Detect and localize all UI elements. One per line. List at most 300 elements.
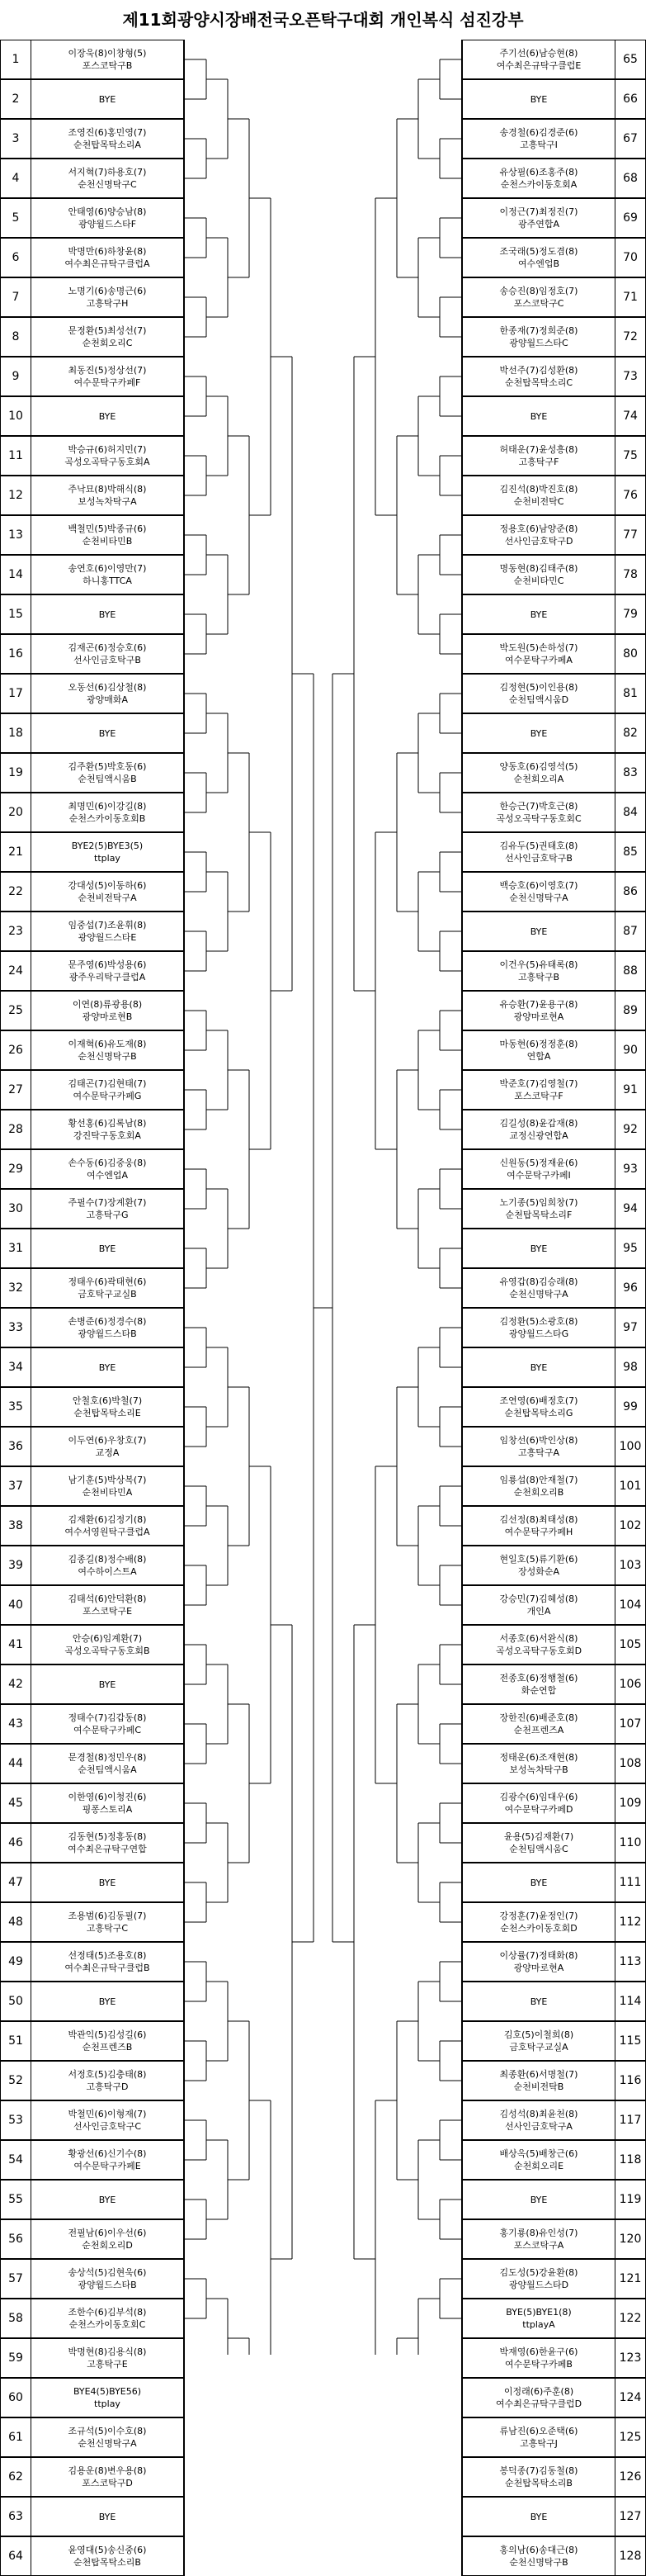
seed-number: 58 (8, 2312, 23, 2325)
bracket-entry (0, 476, 185, 515)
player-pair (31, 1388, 184, 1426)
seed-number: 67 (623, 132, 638, 145)
seed-number: 43 (8, 1717, 23, 1731)
player-names: 최동진(5)정상선(7) (68, 365, 147, 376)
club-name: 고흥탁구C (86, 1923, 129, 1934)
club-name: 고흥탁구F (518, 457, 559, 467)
bracket-entry (461, 1030, 646, 1070)
player-pair (462, 2418, 615, 2456)
seed-number: 3 (12, 132, 20, 145)
player-names: 박승규(6)허지민(7) (68, 444, 147, 455)
club-name: 순천회오리E (513, 2161, 564, 2171)
seed-number: 28 (8, 1123, 23, 1136)
bracket-entry (461, 555, 646, 594)
bracket-entry (0, 1466, 185, 1506)
club-name: 여수엔업A (86, 1170, 129, 1181)
seed-number: 22 (8, 885, 23, 898)
player-pair (462, 2101, 615, 2139)
player-pair (31, 1071, 184, 1109)
seed-number: 4 (12, 172, 20, 185)
seed-number: 23 (8, 925, 23, 938)
player-names: 황선홍(6)김록남(8) (68, 1118, 147, 1129)
bracket-entry (0, 594, 185, 634)
player-pair (462, 1745, 615, 1783)
player-pair (462, 1110, 615, 1148)
player-names: 조용범(6)김동필(7) (68, 1911, 147, 1921)
bracket-entry (0, 793, 185, 832)
player-names: BYE (98, 1996, 116, 2007)
player-pair (31, 2339, 184, 2377)
bracket-entry (0, 1744, 185, 1783)
seed-number: 110 (619, 1836, 642, 1849)
bracket-entry (461, 1625, 646, 1664)
player-names: 주기선(6)남승현(8) (499, 48, 578, 59)
bracket-entry (461, 515, 646, 555)
player-names: 노명기(6)송명근(6) (68, 286, 147, 296)
bracket-entry (461, 1783, 646, 1823)
seed-number: 78 (623, 568, 638, 581)
player-names: 조영진(6)홍민영(7) (68, 127, 147, 138)
bracket-entry (0, 1625, 185, 1664)
bracket-entry (0, 1229, 185, 1268)
seed-number: 84 (623, 806, 638, 819)
player-pair (462, 239, 615, 277)
seed-number: 36 (8, 1440, 23, 1453)
player-pair (31, 833, 184, 871)
bracket-entry (0, 40, 185, 79)
player-pair (31, 714, 184, 752)
player-names: 양동호(6)김영석(5) (499, 761, 578, 772)
player-pair (31, 1269, 184, 1307)
seed-number: 12 (8, 489, 23, 502)
player-pair (31, 1428, 184, 1466)
seed-number: 80 (623, 647, 638, 661)
club-name: 광양마로현A (513, 1963, 564, 1973)
bracket-entry (0, 991, 185, 1030)
seed-number: 55 (8, 2193, 23, 2206)
player-pair (462, 1784, 615, 1822)
club-name: 여수최은규탁구클럽B (64, 1963, 150, 1973)
player-names: 류남진(6)오준택(6) (499, 2426, 578, 2436)
player-pair (462, 2339, 615, 2377)
player-pair (462, 2458, 615, 2496)
bracket-entry (0, 119, 185, 159)
player-pair (31, 2498, 184, 2536)
club-name: 광양월드스타B (78, 2280, 137, 2290)
seed-number: 35 (8, 1400, 23, 1413)
seed-number: 112 (619, 1915, 642, 1929)
bracket-entry (0, 79, 185, 119)
player-pair (31, 516, 184, 554)
club-name: 순천탑목탁소리B (73, 2557, 141, 2568)
player-names: 손병준(6)정경수(8) (68, 1316, 147, 1327)
club-name: 광주연합A (517, 219, 560, 230)
player-names: 안태영(6)양승남(8) (68, 206, 147, 217)
player-names: 조한수(6)김부석(8) (68, 2307, 147, 2318)
player-names: 정태운(6)조재현(8) (499, 1752, 578, 1763)
player-names: 배상옥(5)배창근(6) (499, 2148, 578, 2159)
bracket-entry (0, 2299, 185, 2338)
seed-number: 51 (8, 2034, 23, 2048)
player-pair (31, 1745, 184, 1783)
club-name: 고흥탁구I (520, 140, 558, 150)
player-pair (462, 1467, 615, 1505)
club-name: 선사인금호탁구C (73, 2121, 142, 2132)
player-names: BYE (98, 727, 116, 739)
seed-number: 63 (8, 2510, 23, 2523)
player-pair (462, 2379, 615, 2417)
seed-number: 122 (619, 2312, 642, 2325)
player-pair (31, 1705, 184, 1743)
club-name: 여수문탁구카페D (504, 1804, 573, 1815)
player-names: 김도성(5)강윤환(8) (499, 2267, 578, 2278)
bracket-entry (461, 2417, 646, 2457)
club-name: 여수하이스트A (78, 1566, 137, 1577)
bracket-entry (0, 357, 185, 396)
player-pair (31, 1784, 184, 1822)
player-names: 이정근(7)최정진(7) (499, 206, 578, 217)
club-name: 순천비타민C (513, 575, 564, 586)
player-names: BYE (98, 2511, 116, 2522)
player-names: 이장욱(8)이창형(5) (68, 48, 147, 59)
seed-number: 98 (623, 1361, 638, 1374)
club-name: 포스코탁구E (82, 1606, 133, 1617)
club-name: 개인A (526, 1606, 551, 1617)
seed-number: 11 (8, 449, 23, 462)
player-names: 노기종(5)임희창(7) (499, 1197, 578, 1208)
bracket-entry (461, 674, 646, 713)
seed-number: 14 (8, 568, 23, 581)
seed-number: 74 (623, 410, 638, 423)
page-title: 제11회광양시장배전국오픈탁구대회 개인복식 섬진강부 (122, 10, 524, 30)
player-pair (462, 278, 615, 316)
player-pair (462, 595, 615, 633)
player-pair (462, 714, 615, 752)
player-pair (31, 1150, 184, 1188)
club-name: 여수문탁구카페E (73, 2161, 141, 2171)
bracket-entry (0, 1189, 185, 1229)
club-name: 핑퐁스토리A (82, 1804, 133, 1815)
bracket-entry (0, 1506, 185, 1546)
bracket-entry (0, 1664, 185, 1704)
player-pair (462, 1071, 615, 1109)
club-name: 순천신명탁구B (78, 1051, 137, 1062)
seed-number: 5 (12, 211, 20, 225)
club-name: 순천비타민A (82, 1487, 133, 1498)
seed-number: 81 (623, 687, 638, 700)
club-name: 여수엔업B (517, 258, 560, 269)
player-pair (31, 1229, 184, 1267)
bracket-entry (461, 1585, 646, 1625)
bracket-entry (461, 119, 646, 159)
player-names: 문정환(5)최성선(7) (68, 325, 147, 336)
club-name: 선사인금호탁구D (504, 536, 573, 547)
bracket-entry (461, 1149, 646, 1189)
club-name: 순천스카이동호회D (500, 1923, 578, 1934)
seed-number: 39 (8, 1559, 23, 1572)
player-pair (462, 2141, 615, 2179)
player-names: 백철민(5)박종규(6) (68, 523, 147, 534)
bracket-entry (0, 1863, 185, 1902)
player-names: 주낙묘(8)박해식(8) (68, 484, 147, 495)
player-pair (31, 2299, 184, 2337)
player-pair (462, 1824, 615, 1862)
club-name: 순천신명탁구C (78, 179, 137, 190)
player-pair (31, 2022, 184, 2060)
club-name: 여수문탁구카페G (73, 1091, 142, 1101)
club-name: 여수최은규탁구클럽A (64, 258, 150, 269)
bracket-entry (461, 1823, 646, 1863)
seed-number: 92 (623, 1123, 638, 1136)
club-name: 곡성오곡탁구동호회B (64, 1646, 150, 1656)
player-pair (462, 1150, 615, 1188)
club-name: 장성화순A (517, 1566, 560, 1577)
player-pair (31, 80, 184, 118)
club-name: 여수문탁구카페H (504, 1527, 573, 1537)
seed-number: 54 (8, 2153, 23, 2166)
player-pair (31, 1507, 184, 1545)
club-name: 순천팀액시움D (508, 694, 569, 705)
player-pair (31, 2458, 184, 2496)
player-pair (31, 1467, 184, 1505)
player-pair (462, 516, 615, 554)
bracket-entry (461, 357, 646, 396)
player-names: 이두연(6)우창호(7) (68, 1435, 147, 1446)
player-names: 전종호(6)정행철(6) (499, 1673, 578, 1683)
club-name: 순천회오리C (82, 338, 133, 348)
bracket-entry (461, 317, 646, 357)
player-pair (31, 635, 184, 673)
bracket-entry (0, 317, 185, 357)
player-names: BYE (530, 1361, 548, 1373)
club-name: 순천스카이동호회A (500, 179, 578, 190)
seed-number: 46 (8, 1836, 23, 1849)
player-names: 손수동(6)김중웅(8) (68, 1158, 147, 1168)
club-name: 순천회오리A (513, 774, 564, 784)
bracket-entry (0, 2259, 185, 2299)
club-name: 순천탑목탁소리C (504, 377, 573, 388)
player-pair (31, 873, 184, 911)
club-name: 광양월드스타C (509, 338, 568, 348)
bracket-entry (0, 1942, 185, 1982)
player-names: 유승환(7)윤용구(8) (499, 999, 578, 1010)
player-names: BYE (98, 608, 116, 620)
bracket-entry (0, 396, 185, 436)
seed-number: 33 (8, 1321, 23, 1334)
player-pair (31, 159, 184, 197)
bracket-entry (0, 872, 185, 912)
player-pair (462, 2498, 615, 2536)
player-pair (31, 1982, 184, 2020)
player-pair (462, 1388, 615, 1426)
player-pair (31, 1943, 184, 1981)
bracket-entry (461, 2457, 646, 2497)
club-name: 고흥탁구D (86, 2081, 129, 2092)
player-names: BYE (98, 1243, 116, 1254)
bracket-entry (0, 1308, 185, 1347)
club-name: ttplay (94, 2398, 120, 2409)
seed-number: 49 (8, 1955, 23, 1968)
player-pair (31, 1665, 184, 1703)
player-names: BYE (530, 93, 548, 105)
seed-number: 34 (8, 1361, 23, 1374)
player-pair (31, 2141, 184, 2179)
seed-number: 104 (619, 1598, 642, 1612)
bracket-entry (0, 2536, 185, 2576)
player-names: 김주환(5)박호동(6) (68, 761, 147, 772)
seed-number: 97 (623, 1321, 638, 1334)
club-name: 고흥탁구H (86, 298, 129, 309)
player-names: 이건우(5)유태록(8) (499, 959, 578, 970)
club-name: 고흥탁구B (517, 972, 560, 983)
player-pair (462, 2062, 615, 2100)
player-names: 주필수(7)장계환(7) (68, 1197, 147, 1208)
player-pair (462, 912, 615, 950)
player-pair (462, 80, 615, 118)
seed-number: 114 (619, 1995, 642, 2008)
bracket-entry (0, 1982, 185, 2021)
seed-number: 100 (619, 1440, 642, 1453)
player-pair (462, 1269, 615, 1307)
bracket-entry (461, 912, 646, 951)
seed-number: 38 (8, 1519, 23, 1532)
player-names: 최종환(6)서명철(7) (499, 2069, 578, 2080)
club-name: 포스코탁구B (82, 60, 133, 71)
seed-number: 85 (623, 845, 638, 859)
seed-number: 31 (8, 1242, 23, 1255)
player-pair (462, 675, 615, 713)
bracket-entry (0, 951, 185, 991)
player-names: BYE (98, 2194, 116, 2205)
club-name: 순천신명탁구A (509, 893, 568, 903)
seed-number: 91 (623, 1083, 638, 1096)
player-names: 박선주(7)김성환(8) (499, 365, 578, 376)
player-pair (31, 476, 184, 514)
player-names: 안철호(6)박철(7) (72, 1395, 143, 1406)
bracket-entry (0, 2061, 185, 2100)
player-pair (462, 437, 615, 475)
bracket-entry (0, 2457, 185, 2497)
seed-number: 88 (623, 964, 638, 978)
seed-number: 52 (8, 2074, 23, 2087)
player-names: 정태수(7)김갑동(8) (68, 1712, 147, 1723)
bracket-entry (0, 832, 185, 872)
player-pair (462, 1190, 615, 1228)
seed-number: 69 (623, 211, 638, 225)
seed-number: 30 (8, 1202, 23, 1215)
player-names: BYE (530, 608, 548, 620)
player-names: 김정환(5)소광호(8) (499, 1316, 578, 1327)
seed-number: 9 (12, 370, 20, 383)
player-pair (31, 793, 184, 831)
player-names: 선정태(5)조용호(8) (68, 1950, 147, 1961)
club-name: 보성녹차탁구A (78, 496, 137, 507)
seed-number: 72 (623, 330, 638, 343)
seed-number: 26 (8, 1044, 23, 1057)
bracket-entry (0, 1823, 185, 1863)
seed-number: 116 (619, 2074, 642, 2087)
player-names: 강정훈(7)윤정인(7) (499, 1911, 578, 1921)
player-names: 황광선(6)신기수(8) (68, 2148, 147, 2159)
bracket-entry (461, 872, 646, 912)
bracket-entry (461, 951, 646, 991)
bracket-entry (0, 2219, 185, 2259)
seed-number: 44 (8, 1757, 23, 1770)
club-name: 순천비타민B (82, 536, 133, 547)
bracket-entry (461, 832, 646, 872)
seed-number: 87 (623, 925, 638, 938)
seed-number: 6 (12, 251, 20, 264)
club-name: 연합A (526, 1051, 551, 1062)
club-name: 광양마로현B (82, 1011, 133, 1022)
seed-number: 123 (619, 2351, 642, 2365)
player-names: BYE (530, 2194, 548, 2205)
club-name: 곡성오곡탁구동호회A (64, 457, 150, 467)
player-pair (31, 239, 184, 277)
player-names: BYE2(5)BYE3(5) (71, 841, 144, 851)
player-pair (462, 2260, 615, 2298)
bracket-entry (0, 2338, 185, 2378)
club-name: 강진탁구동호회A (73, 1130, 141, 1141)
player-pair (462, 2181, 615, 2218)
player-names: BYE (530, 926, 548, 937)
player-pair (31, 912, 184, 950)
seed-number: 13 (8, 528, 23, 542)
player-pair (462, 1903, 615, 1941)
bracket-entry (0, 1387, 185, 1427)
club-name: 여수서영원탁구클럽A (64, 1527, 150, 1537)
club-name: 순천신명탁구B (509, 2557, 568, 2568)
club-name: 순천비전탁C (513, 496, 564, 507)
player-pair (31, 397, 184, 435)
club-name: 포스코탁구D (82, 2478, 133, 2488)
player-names: 김광수(6)임대우(6) (499, 1792, 578, 1802)
bracket-entry (461, 793, 646, 832)
player-names: 김태곤(7)김현태(7) (68, 1078, 147, 1089)
club-name: 보성녹차탁구B (509, 1764, 568, 1775)
player-names: 전필남(6)이우선(6) (68, 2228, 147, 2238)
seed-number: 2 (12, 92, 20, 106)
bracket-entry (461, 1902, 646, 1942)
seed-number: 107 (619, 1717, 642, 1731)
club-name: 화순연합 (521, 1685, 557, 1696)
player-names: 이연(8)류광용(8) (72, 999, 143, 1010)
seed-number: 41 (8, 1638, 23, 1651)
player-pair (31, 675, 184, 713)
club-name: 교정A (95, 1447, 120, 1458)
player-pair (462, 754, 615, 792)
bracket-entry (461, 1268, 646, 1308)
player-names: 김호(5)이철희(8) (503, 2029, 574, 2040)
player-pair (31, 318, 184, 356)
player-pair (31, 1110, 184, 1148)
player-pair (31, 2260, 184, 2298)
bracket-entry (0, 1347, 185, 1387)
seed-number: 61 (8, 2431, 23, 2444)
bracket-entry (0, 1783, 185, 1823)
seed-number: 17 (8, 687, 23, 700)
bracket-entry (461, 2140, 646, 2180)
player-pair (462, 318, 615, 356)
player-names: 김재환(6)김정기(8) (68, 1514, 147, 1525)
bracket-entry (461, 2219, 646, 2259)
club-name: 순천회오리B (513, 1487, 564, 1498)
seed-number: 7 (12, 291, 20, 304)
bracket-entry (0, 2021, 185, 2061)
seed-number: 64 (8, 2550, 23, 2563)
bracket-entry (0, 2180, 185, 2219)
seed-number: 115 (619, 2034, 642, 2048)
